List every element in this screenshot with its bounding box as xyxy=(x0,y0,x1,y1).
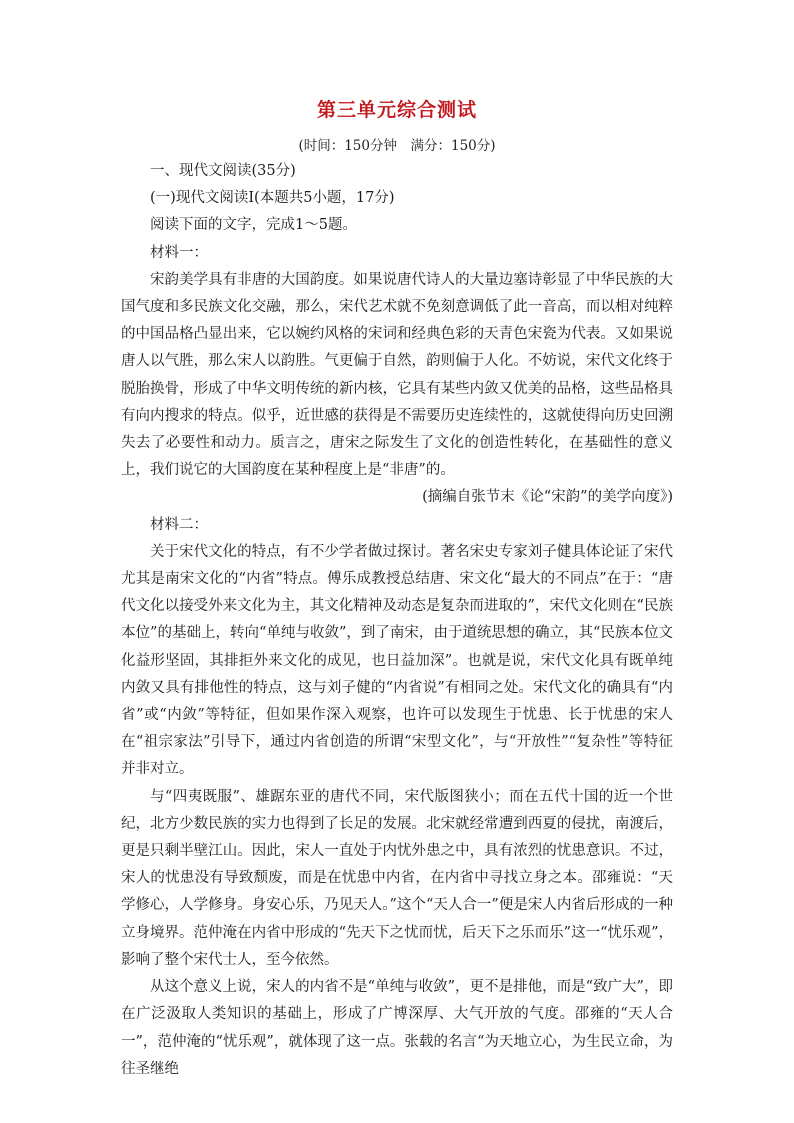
material-two-paragraph: 关于宋代文化的特点，有不少学者做过探讨。著名宋史专家刘子健具体论证了宋代尤其是南宋文化的“内省”特点。傅乐成教授总结唐、宋文化“最大的不同点”在于：“唐代文化以接受外来文化为主，其文化精神及动态是复杂而进取的”，宋代文化则在“民族本位”的基础上，转向“单纯与收敛”，到了南宋，由于道统思想的确立，其“民族本位文化益形坚固，其排拒外来文化的成见，也日益加深”。也就是说，宋代文化具有既单纯内敛又具有排他性的特点，这与刘子健的“内省说”有相同之处。宋代文化的确具有“内省”或“内敛”等特征，但如果作深入观察，也许可以发现生于忧患、长于忧患的宋人在“祖宗家法”引导下，通过内省创造的所谓“宋型文化”，与“开放性”“复杂性”等特征并非对立。 xyxy=(121,543,673,778)
document-body xyxy=(121,158,673,1083)
material-two-label: 材料二： xyxy=(150,516,208,533)
material-one-label: 材料一： xyxy=(150,244,208,261)
reading-instruction: 阅读下面的文字，完成1～5题。 xyxy=(150,217,357,234)
material-two-paragraph: 从这个意义上说，宋人的内省不是“单纯与收敛”，更不是排他，而是“致广大”，即在广泛汲取人类知识的基础上，形成了广博深厚、大气开放的气度。邵雍的“天人合一”，范仲淹的“忧乐观”，就体现了这一点。张载的名言“为天地立心，为生民立命，为往圣继绝 xyxy=(121,979,673,1077)
material-two-paragraph: 与“四夷既服”、雄踞东亚的唐代不同，宋代版图狭小；而在五代十国的近一个世纪，北方少数民族的实力也得到了长足的发展。北宋就经常遭到西夏的侵扰，南渡后，更是只剩半壁江山。因此，宋人一直处于内忧外患之中，具有浓烈的忧患意识。不过，宋人的忧患没有导致颓废，而是在忧患中内省，在内省中寻找立身之本。邵雍说：“天学修心，人学修身。身安心乐，乃见天人。”这个“天人合一”便是宋人内省后形成的一种立身境界。范仲淹在内省中形成的“先天下之忧而忧，后天下之乐而乐”这一“忧乐观”，影响了整个宋代士人，至今依然。 xyxy=(121,788,673,968)
material-one-paragraph: 宋韵美学具有非唐的大国韵度。如果说唐代诗人的大量边塞诗彰显了中华民族的大国气度和多民族文化交融，那么，宋代艺术就不免刻意调低了此一音高，而以相对纯粹的中国品格凸显出来，它以婉约风格的宋词和经典色彩的天青色宋瓷为代表。又如果说唐人以气胜，那么宋人以韵胜。气更偏于自然，韵则偏于人化。不妨说，宋代文化终于脱胎换骨，形成了中华文明传统的新内核，它具有某些内敛又优美的品格，这些品格具有向内搜求的特点。似乎，近世感的获得是不需要历史连续性的，这就使得向历史回溯失去了必要性和动力。质言之，唐宋之际发生了文化的创造性转化，在基础性的意义上，我们说它的大国韵度在某种程度上是“非唐”的。 xyxy=(121,271,673,479)
page-title: 第三单元综合测试 xyxy=(316,99,477,121)
exam-time-info: (时间：150分钟 满分：150分) xyxy=(298,138,496,154)
section-heading: 一、现代文阅读(35分) xyxy=(150,163,296,179)
material-one-source: (摘编自张节末《论“宋韵”的美学向度》) xyxy=(422,489,673,506)
subsection-heading: (一)现代文阅读Ⅰ(本题共5小题，17分) xyxy=(150,190,395,207)
